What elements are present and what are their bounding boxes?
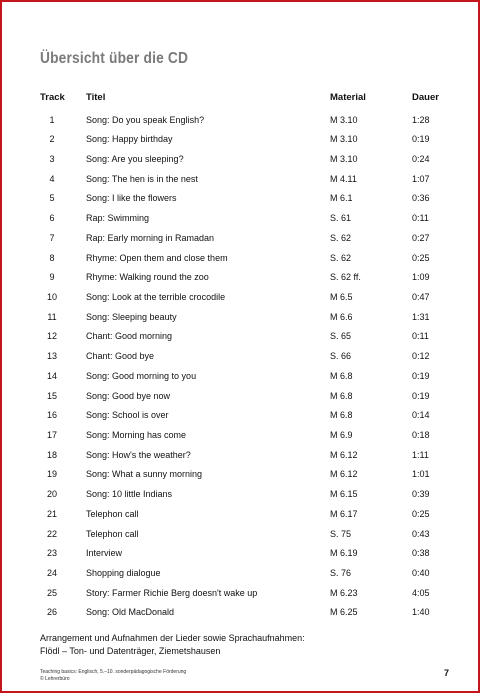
table-row [0,583,480,603]
track-duration: 1:31 [412,311,430,322]
table-row [0,248,480,268]
track-number: 8 [49,252,55,263]
track-title: Song: I like the flowers [86,193,177,204]
track-duration: 1:07 [412,173,430,184]
table-row [0,188,480,208]
track-title: Song: School is over [86,410,169,421]
track-number: 24 [46,568,57,579]
track-number: 6 [49,213,55,224]
track-number: 12 [46,331,57,342]
track-title: Song: Are you sleeping? [86,153,184,164]
track-duration: 1:11 [412,449,429,460]
track-duration: 0:12 [412,351,430,362]
track-duration: 1:01 [412,469,430,480]
track-title: Interview [86,548,123,559]
track-material: M 3.10 [330,114,358,125]
track-number: 3 [49,153,55,164]
track-material: M 4.11 [330,173,357,184]
track-material: M 6.6 [330,311,353,322]
track-title: Song: 10 little Indians [86,489,173,500]
track-title: Song: What a sunny morning [86,469,203,480]
track-number: 5 [49,193,55,204]
table-row [0,208,480,228]
column-header-titel: Titel [86,92,106,103]
table-row [0,287,480,307]
track-title: Telephon call [86,508,139,519]
track-duration: 0:43 [412,528,430,539]
track-material: S. 62 ff. [330,272,361,283]
track-material: M 6.23 [330,587,358,598]
track-number: 18 [46,449,57,460]
track-material: M 3.10 [330,153,358,164]
track-title: Chant: Good morning [86,331,173,342]
track-material: S. 75 [330,528,352,539]
track-duration: 1:09 [412,272,430,283]
track-number: 14 [46,370,57,381]
track-number: 4 [49,173,55,184]
track-material: M 6.8 [330,410,353,421]
track-table [0,110,480,623]
table-row [0,484,480,504]
footer-line-2: © Lehrerbüro [40,676,70,682]
track-number: 13 [46,351,57,362]
footer [40,669,186,683]
column-header-track: Track [40,92,65,103]
track-material: M 6.5 [330,291,353,302]
track-title: Telephon call [86,528,139,539]
track-title: Chant: Good bye [86,351,155,362]
track-title: Song: Good bye now [86,390,171,401]
track-duration: 0:11 [412,331,429,342]
track-number: 10 [46,291,57,302]
track-duration: 0:19 [412,390,430,401]
track-material: M 6.12 [330,469,358,480]
track-material: M 6.25 [330,607,358,618]
table-row [0,602,480,622]
table-row [0,425,480,445]
track-title: Song: Morning has come [86,430,187,440]
track-duration: 0:27 [412,232,430,243]
track-material: M 6.8 [330,390,353,401]
track-duration: 0:25 [412,508,430,519]
table-row [0,405,480,425]
track-material: M 6.15 [330,489,358,500]
track-title: Song: How's the weather? [86,449,191,460]
track-duration: 0:47 [412,291,430,302]
track-title: Song: Look at the terrible crocodile [86,291,226,302]
credits-line-1: Arrangement und Aufnahmen der Lieder sowie Sprachaufnahmen: [40,633,305,643]
track-duration: 1:40 [412,607,430,618]
table-row [0,228,480,248]
table-row [0,326,480,346]
track-title: Song: Sleeping beauty [86,311,177,322]
page-number: 7 [444,668,450,678]
track-material: M 6.17 [330,508,358,519]
track-duration: 0:25 [412,252,430,263]
track-number: 20 [46,489,57,500]
track-number: 21 [46,508,57,519]
track-duration: 0:38 [412,548,430,559]
track-number: 26 [46,607,57,618]
track-title: Rhyme: Open them and close them [86,252,228,263]
table-row [0,149,480,169]
table-row [0,504,480,524]
track-duration: 1:28 [412,114,430,125]
table-row [0,346,480,366]
table-row [0,524,480,544]
track-material: S. 76 [330,568,352,579]
track-title: Song: Happy birthday [86,134,173,145]
track-material: M 6.19 [330,548,358,559]
track-number: 15 [46,390,57,401]
track-number: 1 [49,114,55,125]
track-duration: 0:19 [412,134,430,145]
track-material: S. 62 [330,252,352,263]
table-row [0,366,480,386]
track-material: S. 66 [330,351,352,362]
track-title: Shopping dialogue [86,568,161,579]
track-material: M 6.12 [330,449,358,460]
table-row [0,307,480,327]
table-row [0,464,480,484]
track-duration: 0:24 [412,153,430,164]
track-title: Song: Good morning to you [86,370,197,381]
track-title: Rap: Early morning in Ramadan [86,232,215,243]
track-material: M 6.1 [330,193,353,204]
track-material: M 6.8 [330,370,353,381]
track-title: Song: Old MacDonald [86,607,175,618]
credits [40,632,305,658]
track-material: S. 62 [330,232,352,243]
column-header-material: Material [330,92,366,103]
track-title: Story: Farmer Richie Berg doesn't wake up [86,587,258,598]
track-material: M 3.10 [330,134,358,145]
track-number: 2 [49,134,55,145]
column-header-dauer: Dauer [412,92,439,103]
table-row [0,445,480,465]
track-duration: 0:14 [412,410,430,421]
track-number: 17 [46,430,57,440]
track-number: 23 [46,548,57,559]
track-duration: 0:18 [412,430,430,440]
track-title: Song: Do you speak English? [86,114,205,125]
track-title: Rap: Swimming [86,213,150,224]
footer-line-1: Teaching basics: Englisch, 5.–10. sonderpädagogische Förderung [40,669,187,675]
track-title: Rhyme: Walking round the zoo [86,272,209,283]
track-material: S. 65 [330,331,352,342]
track-number: 22 [46,528,57,539]
track-number: 9 [49,272,55,283]
table-row [0,543,480,563]
credits-line-2: Flödl – Ton- und Datenträger, Ziemetshausen [40,646,221,656]
track-material: S. 61 [330,213,352,224]
track-number: 11 [47,311,57,322]
track-title: Song: The hen is in the nest [86,173,198,184]
table-row [0,267,480,287]
track-number: 7 [49,232,55,243]
track-number: 16 [46,410,57,421]
page-title: Übersicht über die CD [40,50,189,67]
table-row [0,563,480,583]
track-number: 25 [46,587,57,598]
track-duration: 0:19 [412,370,430,381]
track-duration: 0:36 [412,193,430,204]
table-row [0,386,480,406]
track-duration: 0:39 [412,489,430,500]
table-row [0,169,480,189]
track-material: M 6.9 [330,430,353,440]
track-duration: 4:05 [412,587,430,598]
track-duration: 0:11 [412,213,429,224]
table-row [0,129,480,149]
track-duration: 0:40 [412,568,430,579]
track-number: 19 [46,469,57,480]
table-row [0,110,480,130]
